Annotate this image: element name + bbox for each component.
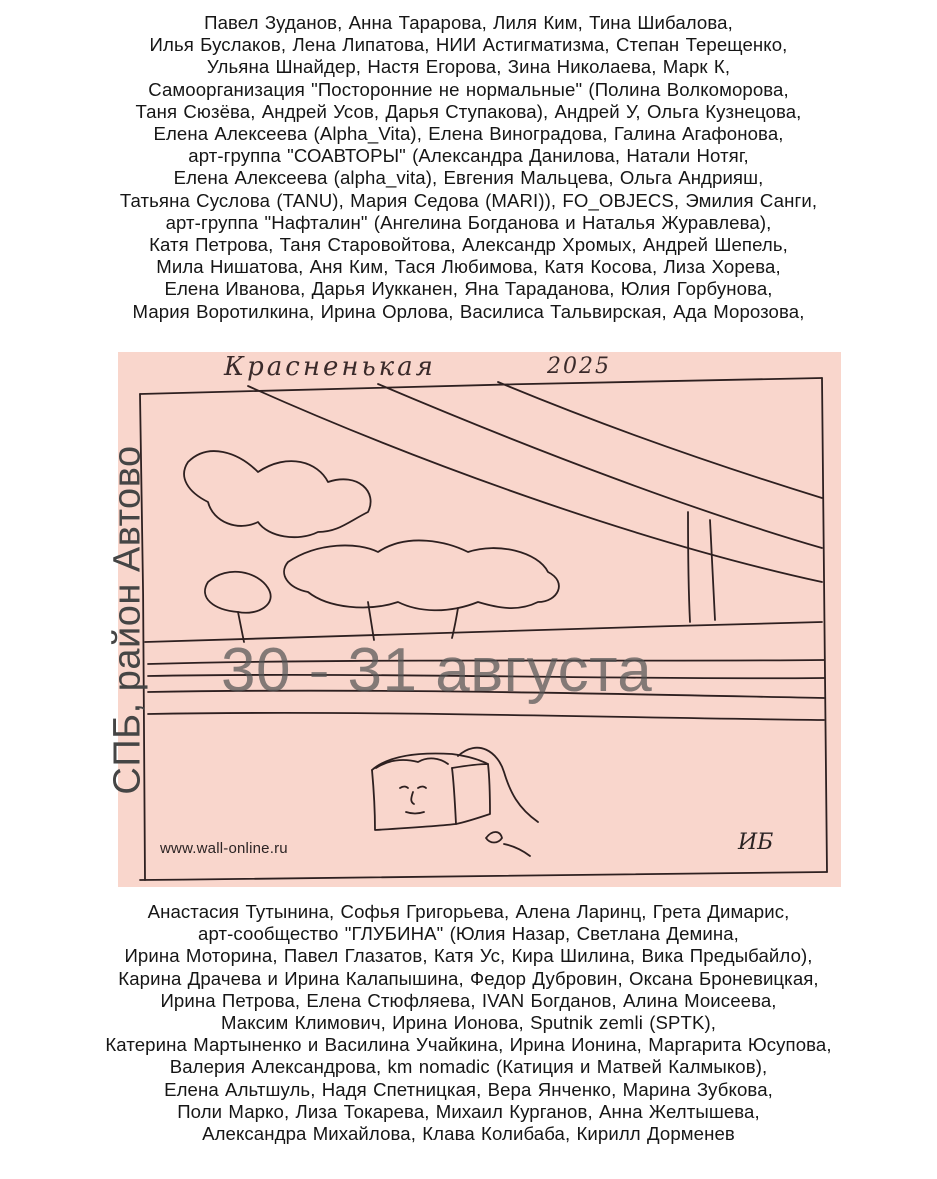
- event-dates: 30 - 31 августа: [221, 636, 653, 705]
- box-nose: [411, 792, 414, 804]
- shrub-outline-3: [205, 572, 271, 613]
- participant-line: Карина Драчева и Ирина Калапышина, Федор Дубровин, Оксана Броневицкая,: [118, 967, 819, 989]
- participant-line: Поли Марко, Лиза Токарева, Михаил Курганов, Анна Желтышева,: [177, 1100, 760, 1122]
- box-front: [372, 768, 456, 830]
- participant-line: Елена Альтшуль, Надя Спетницкая, Вера Янченко, Марина Зубкова,: [164, 1078, 773, 1100]
- spoon-1: [486, 832, 502, 843]
- participant-line: Александра Михайлова, Клава Колибаба, Кирилл Дорменев: [202, 1123, 735, 1145]
- participant-line: Мария Воротилкина, Ирина Орлова, Василиса Тальвирская, Ада Морозова,: [132, 300, 805, 322]
- box-mouth: [406, 812, 424, 814]
- participants-list-top: [0, 12, 937, 323]
- bridge-pillar-2: [710, 520, 715, 620]
- bridge-line-1: [248, 386, 822, 582]
- road-line-4: [148, 713, 824, 720]
- website-label: www.wall-online.ru: [160, 840, 288, 857]
- box-side: [452, 764, 490, 824]
- participant-line: арт-группа "Нафталин" (Ангелина Богданова и Наталья Журавлева),: [165, 211, 772, 233]
- box-handle: [458, 748, 538, 822]
- bridge-line-3: [498, 382, 822, 498]
- participant-line: Елена Алексеева (Alpha_Vita), Елена Виноградова, Галина Агафонова,: [153, 123, 784, 145]
- bridge-pillar-1: [688, 512, 690, 622]
- participant-line: Татьяна Суслова (TANU), Мария Седова (MARI)), FO_OBJECS, Эмилия Санги,: [119, 189, 818, 211]
- poster-sketch: [118, 352, 841, 887]
- box-hair: [376, 758, 448, 768]
- participant-line: Ирина Петрова, Елена Стюфляева, IVAN Богданов, Алина Моисеева,: [160, 989, 777, 1011]
- frame-bottom-line: [140, 872, 827, 880]
- participants-list-bottom: [0, 901, 937, 1145]
- sketch-drawing: [118, 352, 841, 887]
- participant-line: Катя Петрова, Таня Старовойтова, Александр Хромых, Андрей Шепель,: [149, 234, 788, 256]
- participant-line: Таня Сюзёва, Андрей Усов, Дарья Ступакова), Андрей У, Ольга Кузнецова,: [135, 100, 802, 122]
- location-text: СПБ, район Автово: [106, 445, 149, 795]
- participant-line: Ирина Моторина, Павел Глазатов, Катя Ус, Кира Шилина, Вика Предыбайло),: [124, 945, 813, 967]
- shrub-outline-2: [284, 540, 559, 610]
- box-eye-left: [400, 787, 408, 789]
- participant-line: Ульяна Шнайдер, Настя Егорова, Зина Николаева, Марк К,: [206, 56, 731, 78]
- participant-line: Елена Алексеева (alpha_vita), Евгения Мальцева, Ольга Андрияш,: [173, 167, 764, 189]
- participant-line: Мила Нишатова, Аня Ким, Тася Любимова, Катя Косова, Лиза Хорева,: [156, 256, 781, 278]
- participant-line: Анастасия Тутынина, Софья Григорьева, Алена Ларинц, Грета Димарис,: [147, 901, 790, 922]
- participant-line: Елена Иванова, Дарья Иукканен, Яна Тараданова, Юлия Горбунова,: [164, 278, 773, 300]
- participant-line: Валерия Александрова, km nomadic (Катиция и Матвей Калмыков),: [169, 1056, 768, 1078]
- box-eye-right: [418, 787, 426, 789]
- sketch-year: 2025: [547, 354, 611, 379]
- sketch-title: Красненькая: [224, 352, 436, 382]
- participant-line: Максим Климович, Ирина Ионова, Sputnik zemli (SPTK),: [220, 1012, 717, 1034]
- participant-line: арт-сообщество "ГЛУБИНА" (Юлия Назар, Светлана Демина,: [198, 923, 739, 945]
- spoon-2: [504, 844, 530, 856]
- shrub-outline-1: [184, 451, 371, 537]
- participant-line: Катерина Мартыненко и Василина Учайкина, Ирина Ионина, Маргарита Юсупова,: [105, 1034, 832, 1056]
- participant-line: Илья Буслаков, Лена Липатова, НИИ Астигматизма, Степан Терещенко,: [149, 34, 788, 56]
- participant-line: арт-группа "СОАВТОРЫ" (Александра Данилова, Натали Нотяг,: [188, 145, 749, 167]
- frame-right-line: [822, 378, 827, 872]
- participant-line: Павел Зуданов, Анна Тарарова, Лиля Ким, Тина Шибалова,: [204, 12, 733, 33]
- artist-signature: ИБ: [738, 830, 774, 855]
- participant-line: Самоорганизация "Посторонние не нормальные" (Полина Волкоморова,: [148, 78, 789, 100]
